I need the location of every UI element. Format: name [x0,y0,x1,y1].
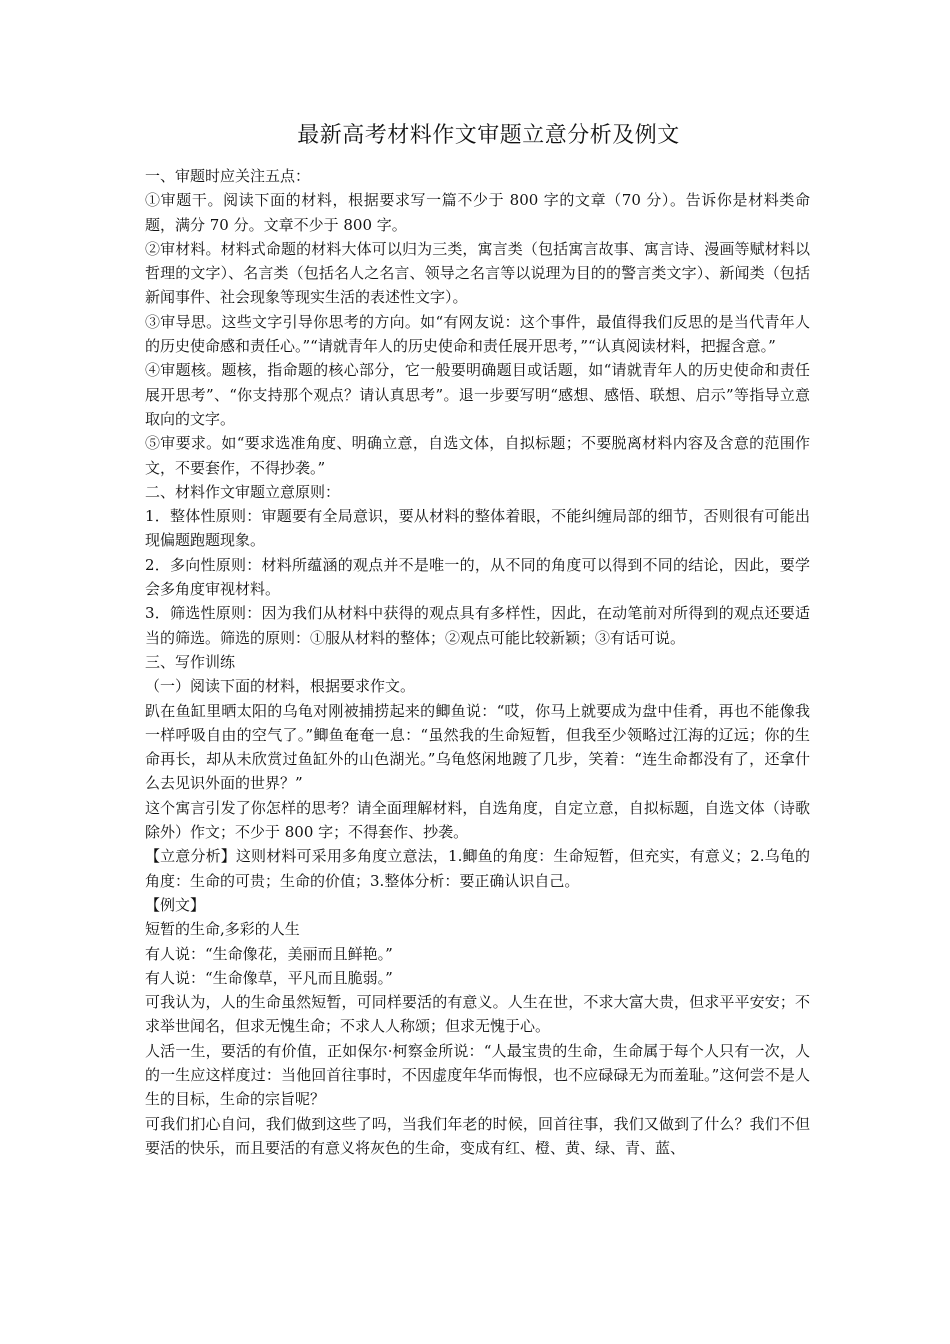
paragraph-check-stem: ①审题干。阅读下面的材料，根据要求写一篇不少于 800 字的文章（70 分）。告诉你是材料类命题，满分 70 分。文章不少于 800 字。 [145,191,810,234]
essay-paragraph: 有人说：“生命像花，美丽而且鲜艳。” [145,944,393,963]
exercise-instruction: （一）阅读下面的材料，根据要求作文。 [145,677,416,696]
essay-title: 短暂的生命,多彩的人生 [145,920,300,939]
exercise-requirement: 这个寓言引发了你怎样的思考？请全面理解材料，自选角度，自定立意，自拟标题，自选文体（诗歌除外）作文；不少于 800 字；不得套作、抄袭。 [145,798,810,842]
essay-paragraph: 可我们扪心自问，我们做到这些了吗，当我们年老的时候，回首往事，我们又做到了什么？我们不但要活的快乐，而且要活的有意义将灰色的生命，变成有红、橙、黄、绿、青、蓝、 [145,1114,810,1157]
theme-analysis: 【立意分析】这则材料可采用多角度立意法，1.鲫鱼的角度：生命短暂，但充实，有意义；2.乌龟的角度：生命的可贵；生命的价值；3.整体分析：要正确认识自己。 [145,847,810,890]
paragraph-check-material: ②审材料。材料式命题的材料大体可以归为三类，寓言类（包括寓言故事、寓言诗、漫画等赋材料以哲理的文字）、名言类（包括名人之名言、领导之名言等以说理为目的的警言类文字）、新闻类（包括新闻事件、社会现象等现实生活的表述性文字）。 [145,239,810,307]
principle-integrity: 1．整体性原则：审题要有全局意识，要从材料的整体着眼，不能纠缠局部的细节，否则很有可能出现偏题跑题现象。 [145,507,810,550]
section-heading-1: 一、审题时应关注五点： [145,167,311,185]
essay-paragraph: 可我认为，人的生命虽然短暂，可同样要活的有意义。人生在世，不求大富大贵，但求平平安安；不求举世闻名，但求无愧生命；不求人人称颂；但求无愧于心。 [145,993,810,1036]
essay-paragraph: 有人说：“生命像草，平凡而且脆弱。” [145,968,393,987]
principle-multi-direction: 2．多向性原则：材料所蕴涵的观点并不是唯一的，从不同的角度可以得到不同的结论，因此，要学会多角度审视材料。 [145,555,810,599]
paragraph-check-guide: ③审导思。这些文字引导你思考的方向。如“有网友说：这个事件，最值得我们反思的是当代青年人的历史使命感和责任心。”“请就青年人的历史使命和责任展开思考，”“认真阅读材料，把握含意。” [145,312,810,356]
paragraph-check-core: ④审题核。题核，指命题的核心部分，它一般要明确题目或话题，如“请就青年人的历史使命和责任展开思考”、“你支持那个观点？请认真思考”。退一步要写明“感想、感悟、联想、启示”等指导立意取向的文字。 [145,361,810,428]
paragraph-check-requirement: ⑤审要求。如“要求选准角度、明确立意，自选文体，自拟标题；不要脱离材料内容及含意的范围作文，不要套作，不得抄袭。” [145,434,810,477]
essay-paragraph: 人活一生，要活的有价值，正如保尔·柯察金所说：“人最宝贵的生命，生命属于每个人只有一次，人的一生应这样度过：当他回首往事时，不因虚度年华而悔恨，也不应碌碌无为而羞耻。”这何尝不是人生的目标，生命的宗旨呢？ [145,1041,810,1109]
material-fable: 趴在鱼缸里晒太阳的乌龟对刚被捕捞起来的鲫鱼说：“哎，你马上就要成为盘中佳肴，再也不能像我一样呼吸自由的空气了。”鲫鱼奄奄一息：“虽然我的生命短暂，但我至少领略过江海的辽远；你的生命再长，却从未欣赏过鱼缸外的山色湖光。”乌龟悠闲地踱了几步，笑着：“连生命都没有了，还拿什么去见识外面的世界？” [145,701,810,793]
principle-selection: 3．筛选性原则：因为我们从材料中获得的观点具有多样性，因此，在动笔前对所得到的观点还要适当的筛选。筛选的原则：①服从材料的整体；②观点可能比较新颖；③有话可说。 [145,604,810,647]
section-heading-2: 二、材料作文审题立意原则： [145,482,341,501]
document-page [145,118,810,1160]
section-heading-3: 三、写作训练 [145,652,236,671]
document-title: 最新高考材料作文审题立意分析及例文 [297,123,680,148]
example-heading: 【例文】 [145,895,206,914]
